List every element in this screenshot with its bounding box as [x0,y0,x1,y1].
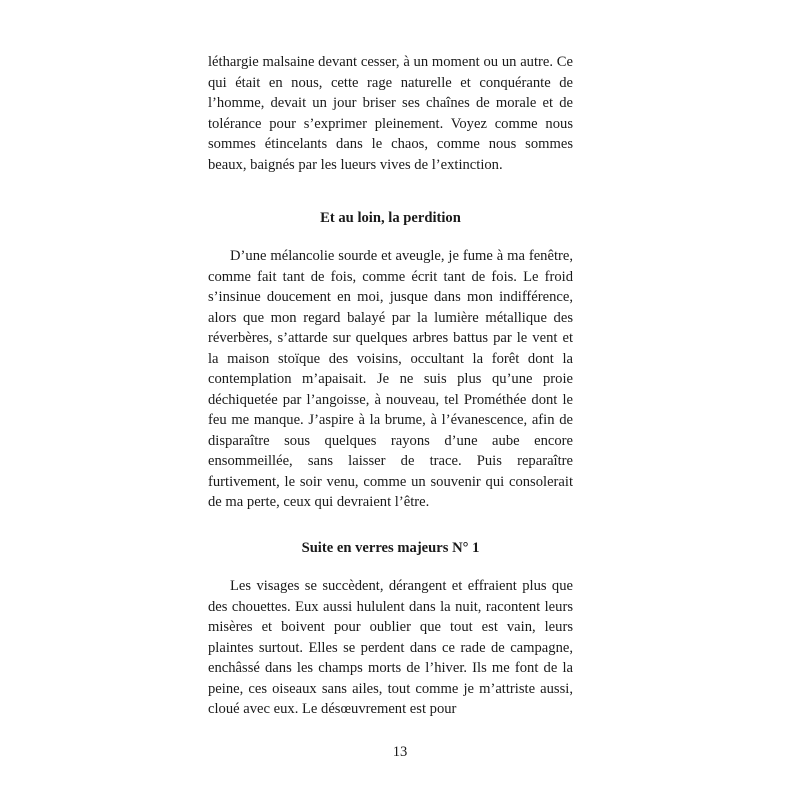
paragraph-continuation: léthargie malsaine devant cesser, à un moment ou un autre. Ce qui était en nous, cette rage naturelle et conquérante de l’homme, devait un jour briser ses chaînes de morale et de tolérance pour s’exprimer pleinement. Voyez comme nous sommes étincelants dans le chaos, comme nous sommes beaux, baignés par les lueurs vives de l’extinction. [208,54,573,173]
paragraph-suite: Les visages se succèdent, dérangent et effraient plus que des chouettes. Eux aussi hululent dans la nuit, racontent leurs misères et boivent pour oublier que tout est vain, leurs plaintes surtout. Elles se perdent dans ce rade de campagne, enchâssé dans les champs morts de l’hiver. Ils me font de la peine, ces oiseaux sans ailes, tout comme je m’attriste aussi, cloué avec eux. Le désœuvrement est pour [208,578,573,717]
paragraph-suite-block [208,576,573,720]
paragraph-perdition: D’une mélancolie sourde et aveugle, je fume à ma fenêtre, comme fait tant de fois, comme écrit tant de fois. Le froid s’insinue doucement en moi, jusque dans mon indifférence, alors que mon regard balayé par la lumière métallique des réverbères, s’attarde sur quelques arbres battus par le vent et la maison stoïque des voisins, occultant la forêt dont la contemplation m’apaisait. Je ne suis plus qu’une proie déchiquetée par l’angoisse, à nouveau, tel Prométhée dont le feu me manque. J’aspire à la brume, à l’évanescence, afin de disparaître sous quelques rayons d’une aube encore ensommeillée, sans laisser de trace. Puis reparaître furtivement, le soir venu, comme un souvenir qui consolerait de ma perte, ceux qui devraient l’être. [208,248,573,510]
section-heading-perdition: Et au loin, la perdition [320,210,461,226]
section-heading-suite: Suite en verres majeurs N° 1 [301,540,480,556]
paragraph-continuation-block [208,52,573,175]
page-number: 13 [392,744,408,760]
paragraph-perdition-block [208,246,573,513]
